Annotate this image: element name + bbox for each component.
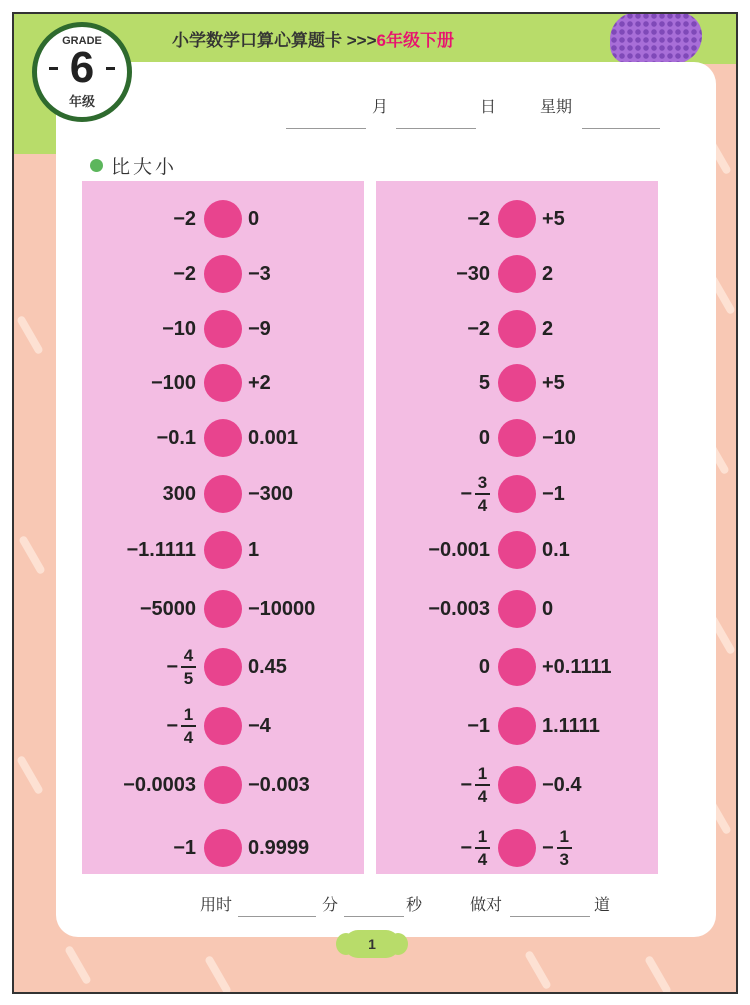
left-value: −	[460, 773, 472, 796]
left-value: −100	[150, 371, 196, 394]
right-operand	[542, 364, 565, 402]
right-operand	[248, 255, 271, 293]
fraction-numerator: 3	[477, 473, 488, 492]
right-operand	[248, 364, 271, 402]
grade-text: 6年级下册	[376, 31, 454, 50]
comparison-answer-circle[interactable]	[204, 255, 242, 293]
grade-label: GRADE	[62, 35, 102, 47]
right-operand	[542, 419, 576, 457]
left-value: −1	[467, 714, 490, 737]
right-value: −300	[248, 482, 294, 505]
left-value: −	[166, 714, 178, 737]
right-operand	[542, 255, 553, 293]
page-frame	[12, 12, 738, 994]
left-operand	[428, 590, 490, 628]
left-value: −5000	[139, 597, 196, 620]
left-operand	[428, 531, 490, 569]
fraction-numerator: 1	[477, 764, 488, 783]
fraction-bar	[475, 493, 490, 495]
right-value: 0.9999	[248, 836, 310, 859]
comparison-row	[82, 255, 364, 295]
right-value: 0.001	[248, 426, 299, 449]
right-operand	[542, 200, 565, 238]
comparison-row	[376, 590, 658, 630]
left-value: −2	[173, 262, 196, 285]
fraction-denominator: 4	[477, 850, 488, 869]
comparison-answer-circle[interactable]	[204, 829, 242, 867]
fraction	[557, 827, 572, 869]
fraction	[475, 827, 490, 869]
book-title	[172, 26, 454, 51]
left-operand	[126, 531, 196, 569]
day-label: 日	[480, 99, 497, 116]
comparison-row	[82, 766, 364, 806]
right-operand	[248, 419, 298, 457]
fraction-bar	[557, 847, 572, 849]
comparison-row	[376, 531, 658, 571]
left-operand	[460, 766, 490, 804]
grade-number: 6	[69, 43, 95, 92]
right-operand	[542, 766, 581, 804]
fraction-numerator: 1	[183, 705, 194, 724]
right-value: −10000	[248, 597, 316, 620]
right-value: 2	[542, 317, 554, 340]
right-operand	[542, 475, 565, 513]
comparison-row	[376, 707, 658, 747]
comparison-answer-circle[interactable]	[204, 200, 242, 238]
comparison-answer-circle[interactable]	[204, 419, 242, 457]
comparison-answer-circle[interactable]	[498, 829, 536, 867]
comparison-row	[82, 707, 364, 747]
decor-stripe	[16, 315, 44, 355]
page-number	[344, 930, 400, 958]
comparison-answer-circle[interactable]	[498, 707, 536, 745]
comparison-row	[82, 200, 364, 240]
comparison-row	[376, 364, 658, 404]
right-operand	[248, 200, 259, 238]
comparison-row	[376, 475, 658, 515]
comparison-row	[82, 419, 364, 459]
day-blank[interactable]	[396, 128, 476, 129]
time-blank[interactable]	[238, 916, 316, 917]
right-value: −9	[248, 317, 271, 340]
right-value: −0.003	[248, 773, 310, 796]
left-operand	[123, 766, 196, 804]
left-operand	[460, 829, 490, 867]
right-operand	[248, 310, 271, 348]
fraction-denominator: 5	[183, 669, 194, 688]
section-bullet-icon	[90, 159, 103, 172]
left-value: −	[460, 836, 472, 859]
decor-stripe	[16, 755, 44, 795]
right-value: 0	[542, 597, 554, 620]
comparison-answer-circle[interactable]	[204, 766, 242, 804]
right-value: +5	[542, 207, 565, 230]
minute-blank[interactable]	[344, 916, 404, 917]
second-label: 秒	[406, 897, 423, 914]
left-value: −	[460, 482, 472, 505]
fraction-bar	[475, 784, 490, 786]
left-operand	[460, 475, 490, 513]
right-value: −1	[542, 482, 565, 505]
right-operand	[542, 707, 600, 745]
title-arrows: >>>	[346, 31, 377, 50]
fraction-denominator: 4	[477, 787, 488, 806]
right-operand	[542, 648, 612, 686]
weekday-blank[interactable]	[582, 128, 660, 129]
comparison-answer-circle[interactable]	[498, 419, 536, 457]
month-blank[interactable]	[286, 128, 366, 129]
left-value: −0.003	[428, 597, 490, 620]
comparison-answer-circle[interactable]	[498, 200, 536, 238]
left-operand	[467, 200, 490, 238]
left-value: −2	[173, 207, 196, 230]
section-title-text: 比大小	[111, 157, 178, 178]
fraction-denominator: 4	[183, 728, 194, 747]
comparison-row	[82, 475, 364, 515]
comparison-answer-circle[interactable]	[204, 310, 242, 348]
comparison-row	[376, 648, 658, 688]
left-value: −10	[162, 317, 196, 340]
left-value: −	[166, 655, 178, 678]
fraction-numerator: 4	[183, 646, 194, 665]
right-operand	[248, 829, 309, 867]
badge-dash-right	[106, 67, 115, 70]
right-value: 0.1	[542, 538, 570, 561]
section-title	[90, 152, 177, 179]
fraction	[181, 705, 196, 747]
right-value: −4	[248, 714, 271, 737]
unit-label: 道	[594, 897, 611, 914]
right-value: 2	[542, 262, 554, 285]
comparison-row	[82, 310, 364, 350]
left-operand	[140, 590, 196, 628]
right-value: 0	[248, 207, 260, 230]
right-problem-column	[376, 181, 658, 874]
right-operand	[542, 310, 553, 348]
comparison-answer-circle[interactable]	[498, 310, 536, 348]
comparison-row	[82, 648, 364, 688]
grade-badge	[32, 22, 132, 122]
comparison-row	[82, 364, 364, 404]
left-operand	[456, 255, 490, 293]
comparison-row	[82, 590, 364, 630]
comparison-row	[82, 829, 364, 869]
weekday-label: 星期	[540, 99, 573, 116]
right-operand	[248, 648, 287, 686]
left-value: 0	[478, 655, 490, 678]
comparison-answer-circle[interactable]	[204, 475, 242, 513]
comparison-row	[376, 829, 658, 869]
left-value: 300	[162, 482, 196, 505]
left-value: 5	[478, 371, 490, 394]
comparison-answer-circle[interactable]	[204, 531, 242, 569]
comparison-answer-circle[interactable]	[498, 531, 536, 569]
right-value: −10	[542, 426, 576, 449]
comparison-answer-circle[interactable]	[498, 648, 536, 686]
comparison-answer-circle[interactable]	[204, 364, 242, 402]
title-text: 小学数学口算心算题卡	[172, 31, 342, 50]
comparison-answer-circle[interactable]	[498, 590, 536, 628]
comparison-answer-circle[interactable]	[498, 364, 536, 402]
right-operand	[248, 707, 271, 745]
left-value: −0.1	[156, 426, 196, 449]
comparison-row	[376, 766, 658, 806]
left-value: −1	[173, 836, 196, 859]
left-operand	[173, 829, 196, 867]
left-operand	[173, 255, 196, 293]
comparison-answer-circle[interactable]	[498, 475, 536, 513]
decor-stripe	[204, 955, 232, 994]
right-operand	[248, 590, 315, 628]
left-operand	[479, 419, 490, 457]
left-value: −0.001	[428, 538, 490, 561]
left-operand	[467, 707, 490, 745]
fraction-denominator: 4	[477, 496, 488, 515]
comparison-row	[82, 531, 364, 571]
right-operand	[248, 531, 259, 569]
comparison-row	[376, 419, 658, 459]
year-label: 年级	[68, 94, 95, 109]
fraction-numerator: 1	[477, 827, 488, 846]
fraction-denominator: 3	[559, 850, 569, 869]
left-operand	[166, 648, 196, 686]
left-operand	[479, 364, 490, 402]
right-operand	[542, 531, 570, 569]
fraction	[475, 473, 490, 515]
right-value: −0.4	[542, 773, 582, 796]
decor-stripe	[524, 950, 552, 990]
comparison-answer-circle[interactable]	[204, 648, 242, 686]
left-value: −30	[456, 262, 490, 285]
fraction-numerator: 1	[559, 827, 569, 846]
decor-stripe	[644, 955, 672, 994]
right-value: +0.1111	[542, 655, 612, 678]
right-operand	[542, 590, 553, 628]
comparison-answer-circle[interactable]	[204, 707, 242, 745]
right-value: −	[542, 836, 554, 859]
correct-label: 做对	[470, 897, 503, 914]
month-label: 月	[372, 99, 389, 116]
left-operand	[162, 310, 196, 348]
right-value: +5	[542, 371, 565, 394]
comparison-row	[376, 200, 658, 240]
right-operand	[542, 829, 572, 867]
right-value: 1	[248, 538, 260, 561]
left-problem-column	[82, 181, 364, 874]
fraction	[181, 646, 196, 688]
left-value: −2	[467, 207, 490, 230]
right-value: 0.45	[248, 655, 287, 678]
right-value: −3	[248, 262, 271, 285]
correct-blank[interactable]	[510, 916, 590, 917]
fraction	[475, 764, 490, 806]
comparison-answer-circle[interactable]	[498, 255, 536, 293]
left-operand	[151, 364, 196, 402]
left-value: −1.1111	[126, 538, 196, 561]
left-value: −0.0003	[123, 773, 196, 796]
left-operand	[173, 200, 196, 238]
left-operand	[163, 475, 196, 513]
decor-stripe	[64, 945, 92, 985]
comparison-row	[376, 310, 658, 350]
left-operand	[479, 648, 490, 686]
comparison-row	[376, 255, 658, 295]
right-value: 1.1111	[542, 714, 600, 737]
fraction-bar	[181, 666, 196, 668]
left-operand	[166, 707, 196, 745]
left-value: −2	[467, 317, 490, 340]
decor-stripe	[18, 535, 46, 575]
page-number-text: 1	[368, 936, 376, 952]
right-operand	[248, 766, 310, 804]
purple-dots-decoration	[610, 12, 702, 64]
fraction-bar	[475, 847, 490, 849]
time-label: 用时	[200, 897, 233, 914]
comparison-answer-circle[interactable]	[204, 590, 242, 628]
left-operand	[467, 310, 490, 348]
minute-label: 分	[322, 897, 339, 914]
fraction-bar	[181, 725, 196, 727]
left-operand	[157, 419, 196, 457]
right-operand	[248, 475, 293, 513]
right-value: +2	[248, 371, 271, 394]
left-value: 0	[478, 426, 490, 449]
comparison-answer-circle[interactable]	[498, 766, 536, 804]
